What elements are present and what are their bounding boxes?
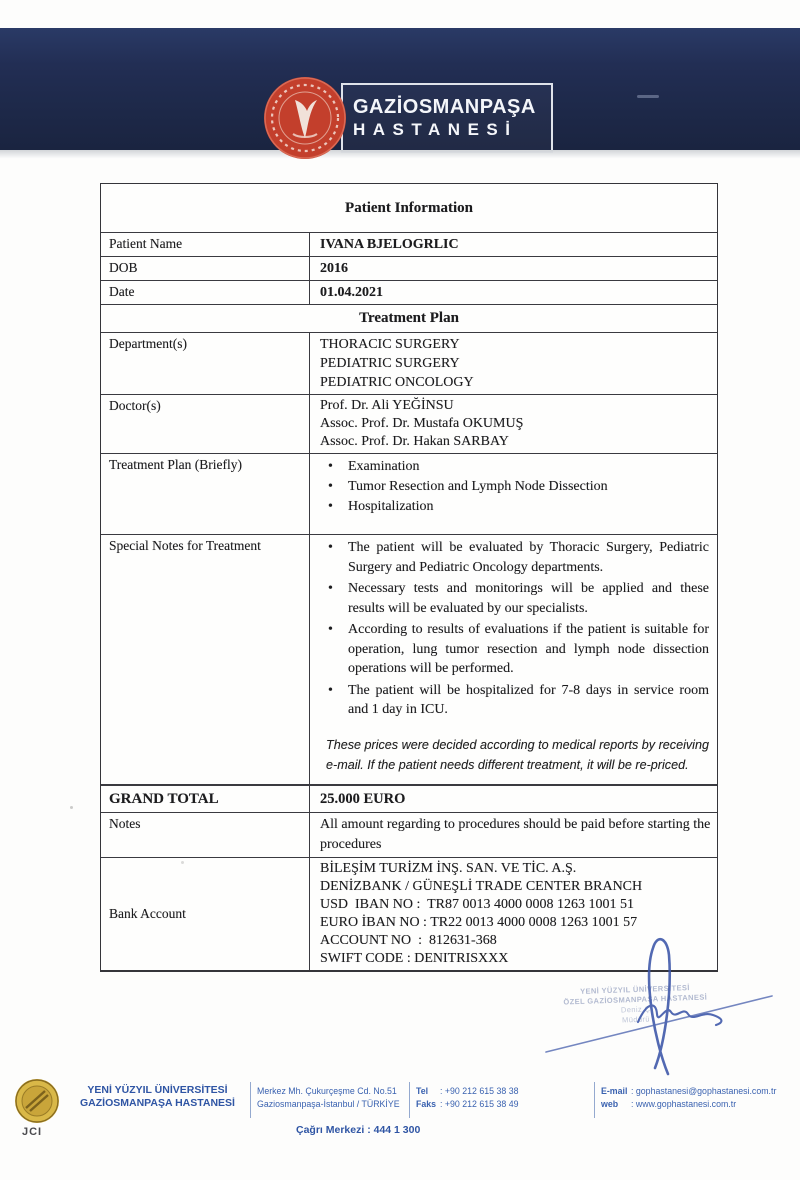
plan-briefly-list [320, 457, 711, 516]
doctor-item: Assoc. Prof. Dr. Mustafa OKUMUŞ [320, 416, 524, 431]
plan-briefly-value [310, 454, 717, 534]
pricing-note: These prices were decided according to medical reports by receiving e-mail. If the patient needs different treatment, it will be re-priced. [326, 737, 709, 772]
table-row-doctors [101, 394, 717, 453]
treatment-plan-table [100, 183, 718, 972]
header-band-shadow [0, 150, 800, 159]
footer-tel-line [416, 1085, 519, 1098]
jci-label: JCI [22, 1126, 43, 1138]
special-note-item: • According to results of evaluations if the patient is suitable for operation, lung tumor resection and lymph node dissection operations will be performed. [326, 620, 709, 679]
table-row-treatment-plan-briefly [101, 453, 717, 534]
footer-organization [70, 1084, 245, 1110]
tel-label: Tel [416, 1086, 429, 1096]
scan-speckle [181, 861, 184, 864]
footer-divider [409, 1082, 410, 1118]
footer-call-center [296, 1124, 420, 1136]
footer-address [257, 1085, 400, 1111]
stamp-line: Deniz Ç [620, 1004, 651, 1015]
hospital-name-line1: GAZİOSMANPAŞA [353, 96, 536, 118]
bank-line: BİLEŞİM TURİZM İNŞ. SAN. VE TİC. A.Ş. [320, 860, 577, 876]
footer-org-line2: GAZİOSMANPAŞA HASTANESİ [80, 1097, 235, 1109]
call-center-label: Çağrı Merkezi [296, 1124, 365, 1136]
footer [0, 1074, 800, 1154]
patient-name-value: IVANA BJELOGRLIC [320, 237, 459, 252]
departments-value [310, 333, 717, 394]
dob-label: DOB [101, 257, 310, 280]
footer-org-line1: YENİ YÜZYIL ÜNİVERSİTESİ [87, 1084, 228, 1096]
special-note-item: • Necessary tests and monitorings will be applied and these results will be evaluated by our specialists. [326, 579, 709, 618]
web-value: : www.gophastanesi.com.tr [631, 1099, 737, 1109]
bank-account-label: Bank Account [101, 858, 310, 970]
plan-item: • Examination [326, 457, 709, 476]
bank-line: ACCOUNT NO : 812631-368 [320, 932, 497, 948]
bank-line: USD IBAN NO : TR87 0013 4000 0008 1263 1001 51 [320, 896, 634, 912]
university-seal-icon [263, 76, 347, 160]
department-item: PEDIATRIC ONCOLOGY [320, 375, 474, 390]
notes-value: All amount regarding to procedures should be paid before starting the procedures [320, 816, 711, 852]
footer-web-line [601, 1098, 776, 1111]
special-notes-list [320, 538, 711, 720]
table-row-notes [101, 812, 717, 857]
special-note-item: • The patient will be evaluated by Thoracic Surgery, Pediatric Surgery and Pediatric Oncology departments. [326, 538, 709, 577]
special-note-item: • The patient will be hospitalized for 7-8 days in service room and 1 day in ICU. [326, 681, 709, 720]
doctors-label: Doctor(s) [101, 395, 310, 453]
web-label: web [601, 1099, 619, 1109]
doctor-item: Assoc. Prof. Dr. Hakan SARBAY [320, 434, 509, 449]
grand-total-value: 25.000 EURO [320, 790, 406, 807]
footer-divider [594, 1082, 595, 1118]
footer-divider [250, 1082, 251, 1118]
signature [520, 928, 790, 1078]
table-row-patient-name [101, 232, 717, 256]
hospital-name-box [341, 83, 553, 153]
footer-address-line1: Merkez Mh. Çukurçeşme Cd. No.51 [257, 1086, 397, 1096]
special-notes-value [310, 535, 717, 784]
section-header-patient-information [101, 184, 717, 232]
table-row-grand-total [101, 784, 717, 812]
plan-item: • Tumor Resection and Lymph Node Dissection [326, 477, 709, 496]
grand-total-label: GRAND TOTAL [101, 786, 310, 812]
stamp-line: YENİ YÜZYIL ÜNİVERSİTESİ [579, 983, 690, 996]
treatment-plan-title: Treatment Plan [359, 310, 459, 326]
footer-email-line [601, 1085, 776, 1098]
table-row-dob [101, 256, 717, 280]
plan-item: • Hospitalization [326, 497, 709, 516]
call-center-value: : 444 1 300 [367, 1124, 421, 1136]
notes-label: Notes [101, 813, 310, 857]
table-row-special-notes [101, 534, 717, 784]
bank-line: DENİZBANK / GÜNEŞLİ TRADE CENTER BRANCH [320, 878, 643, 894]
tel-value: : +90 212 615 38 38 [440, 1086, 519, 1096]
fax-label: Faks [416, 1099, 437, 1109]
special-notes-label: Special Notes for Treatment [101, 535, 310, 784]
stamp-line: Müdürü [621, 1014, 651, 1025]
doctor-item: Prof. Dr. Ali YEĞİNSU [320, 398, 454, 413]
bank-line: SWIFT CODE : DENITRISXXX [320, 950, 509, 966]
fax-value: : +90 212 615 38 49 [440, 1099, 519, 1109]
footer-fax-line [416, 1098, 519, 1111]
footer-address-line2: Gaziosmanpaşa-İstanbul / TÜRKİYE [257, 1099, 400, 1109]
email-label: E-mail [601, 1086, 628, 1096]
department-item: PEDIATRIC SURGERY [320, 356, 460, 371]
scan-artifact-dash [637, 95, 659, 98]
email-value: : gophastanesi@gophastanesi.com.tr [631, 1086, 777, 1096]
hospital-logo [263, 76, 553, 160]
stamp-line: ÖZEL GAZİOSMANPAŞA HASTANESİ [563, 992, 708, 1007]
header-band [0, 28, 800, 150]
patient-information-title: Patient Information [345, 199, 473, 216]
date-value: 01.04.2021 [320, 285, 383, 300]
hospital-name-line2: HASTANESİ [353, 120, 518, 139]
jci-seal-icon [14, 1078, 60, 1124]
table-row-departments [101, 332, 717, 394]
scan-speckle [70, 806, 73, 809]
table-row-date [101, 280, 717, 304]
date-label: Date [101, 281, 310, 304]
dob-value: 2016 [320, 261, 348, 276]
footer-web-contacts [601, 1085, 776, 1111]
section-header-treatment-plan [101, 304, 717, 332]
departments-label: Department(s) [101, 333, 310, 394]
department-item: THORACIC SURGERY [320, 337, 460, 352]
patient-name-label: Patient Name [101, 233, 310, 256]
plan-briefly-label: Treatment Plan (Briefly) [101, 454, 310, 534]
footer-phones [416, 1085, 519, 1111]
bank-line: EURO İBAN NO : TR22 0013 4000 0008 1263 1001 57 [320, 914, 638, 930]
doctors-value [310, 395, 717, 453]
